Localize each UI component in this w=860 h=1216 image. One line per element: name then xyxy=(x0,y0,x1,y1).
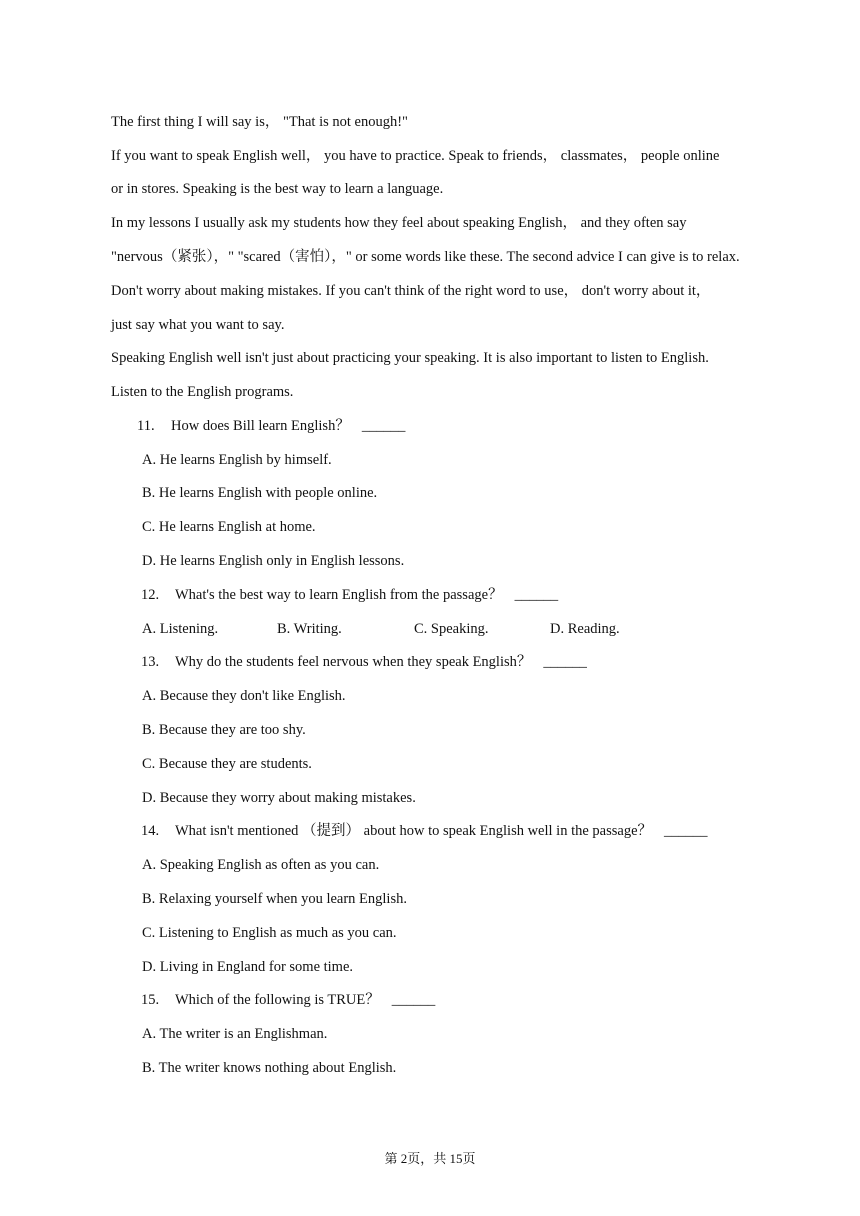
question-13 xyxy=(141,652,587,672)
option: A. He learns English by himself. xyxy=(142,452,332,468)
option: C. Speaking. xyxy=(414,621,489,637)
option: B. Relaxing yourself when you learn English. xyxy=(142,891,407,907)
option: D. He learns English only in English lessons. xyxy=(142,553,405,569)
answer-blank: ______ xyxy=(514,587,559,603)
question-12 xyxy=(141,585,558,605)
option: D. Living in England for some time. xyxy=(142,959,354,975)
passage-line: The first thing I will say is， "That is not enough!" xyxy=(111,114,408,130)
question-text: What's the best way to learn English from the passage？ xyxy=(175,587,503,603)
passage-line: "nervous（紧张），" "scared（害怕），" or some words like these. The second advice I can give is to relax. xyxy=(111,249,740,265)
option: B. Because they are too shy. xyxy=(142,722,306,738)
answer-blank: ______ xyxy=(664,823,708,839)
passage-line: If you want to speak English well， you have to practice. Speak to friends， classmates， people online xyxy=(111,148,720,164)
page-footer: 第 2页，共 15页 xyxy=(384,1151,476,1166)
option: C. Because they are students. xyxy=(142,756,312,772)
passage-line: In my lessons I usually ask my students how they feel about speaking English， and they often say xyxy=(111,215,687,231)
question-11 xyxy=(137,416,405,436)
question-14 xyxy=(141,821,708,841)
option: B. He learns English with people online. xyxy=(142,485,378,501)
question-number: 13. xyxy=(141,654,160,670)
option: D. Because they worry about making mistakes. xyxy=(142,790,416,806)
answer-blank: ______ xyxy=(391,992,436,1008)
question-text: Which of the following is TRUE？ xyxy=(175,992,380,1008)
passage-line: or in stores. Speaking is the best way to learn a language. xyxy=(111,181,444,197)
question-number: 12. xyxy=(141,587,160,603)
question-text: Why do the students feel nervous when they speak English？ xyxy=(175,654,532,670)
answer-blank: ______ xyxy=(543,654,587,670)
passage-line: just say what you want to say. xyxy=(111,317,285,333)
option: A. Speaking English as often as you can. xyxy=(142,857,380,873)
option: C. He learns English at home. xyxy=(142,519,316,535)
question-15 xyxy=(141,990,435,1010)
question-number: 15. xyxy=(141,992,160,1008)
question-number: 11. xyxy=(137,418,155,434)
option: A. Listening. xyxy=(142,621,219,637)
question-text: How does Bill learn English？ xyxy=(171,418,350,434)
option: B. The writer knows nothing about English. xyxy=(142,1060,397,1076)
option: B. Writing. xyxy=(277,621,342,637)
passage-line: Speaking English well isn't just about practicing your speaking. It is also important to listen to English. xyxy=(111,350,709,366)
option: A. The writer is an Englishman. xyxy=(142,1026,328,1042)
option: C. Listening to English as much as you can. xyxy=(142,925,397,941)
passage-line: Listen to the English programs. xyxy=(111,384,294,400)
question-text: What isn't mentioned （提到） about how to speak English well in the passage？ xyxy=(175,823,653,839)
question-number: 14. xyxy=(141,823,160,839)
option: A. Because they don't like English. xyxy=(142,688,346,704)
answer-blank: ______ xyxy=(361,418,406,434)
option: D. Reading. xyxy=(550,621,620,637)
passage-line: Don't worry about making mistakes. If you can't think of the right word to use， don't worry about it， xyxy=(111,283,711,299)
